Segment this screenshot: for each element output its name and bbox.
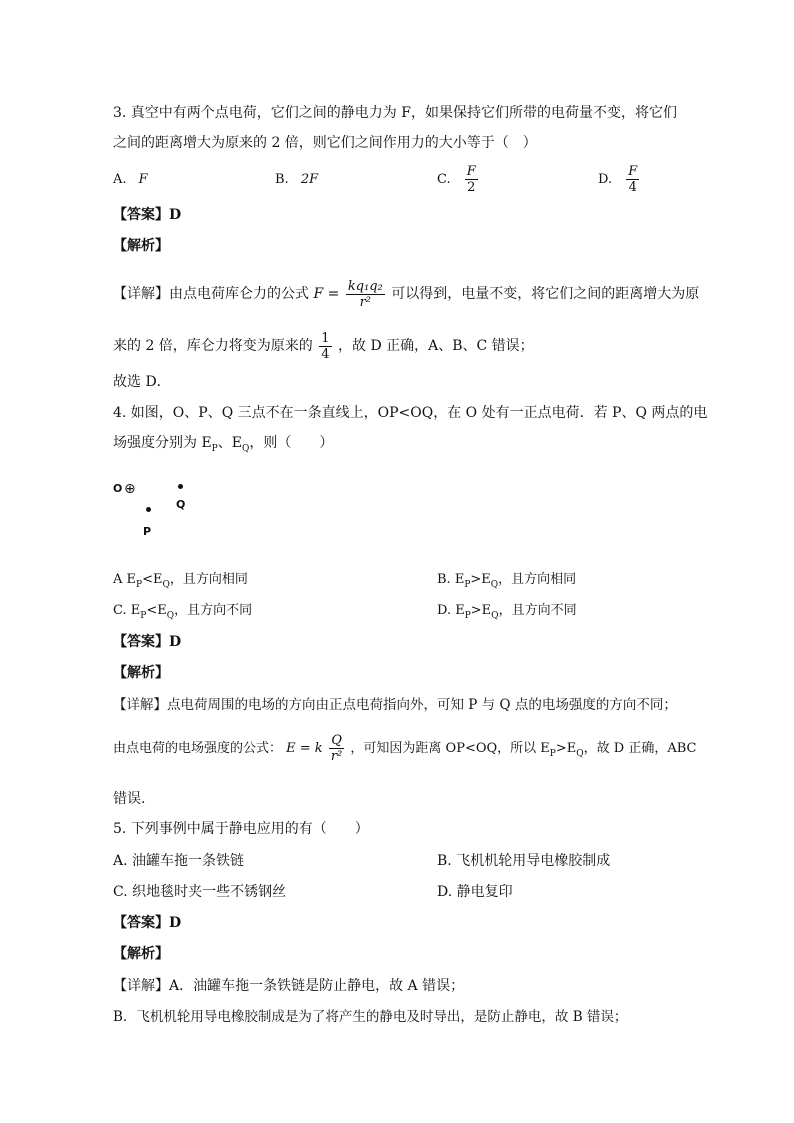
q4-stem-text-b: 、E [217, 435, 242, 451]
q4-option-d-sub2: Q [491, 611, 499, 621]
q5-option-d: D. 静电复印 [437, 884, 513, 900]
q4-answer: 【答案】D [113, 634, 182, 650]
q4-option-b-pre: B. E [437, 572, 465, 587]
q4-option-a-sub2: Q [162, 580, 170, 590]
q4-formula-num: Q [329, 733, 344, 749]
q3-option-d-num: F [628, 164, 638, 179]
q4-detail-line2 [113, 729, 696, 774]
q3-stem-line1: 3. 真空中有两个点电荷，它们之间的静电力为 F，如果保持它们所带的电荷量不变，将它们 [113, 105, 677, 121]
q3-detail2-prefix: 来的 2 倍，库仑力将变为原来的 [113, 338, 313, 354]
q4-detail2-suffix-b: >E [555, 741, 577, 756]
q4-analysis-label: 【解析】 [113, 665, 169, 681]
q4-option-a-sub1: P [136, 580, 143, 590]
q3-detail2-num: 1 [321, 330, 330, 346]
q3-option-c-den: 2 [467, 180, 476, 195]
q5-answer: 【答案】D [113, 915, 182, 931]
q4-option-b [437, 570, 576, 595]
q3-detail-prefix: 【详解】由点电荷库仑力的公式 [113, 286, 309, 302]
q3-detail2-den: 4 [321, 346, 330, 362]
point-q-dot [178, 484, 183, 489]
q4-option-c-pre: C. E [113, 603, 141, 618]
q3-answer: 【答案】D [113, 207, 182, 223]
q5-detail-line2: B．飞机机轮用导电橡胶制成是为了将产生的静电及时导出，是防止静电，故 B 错误； [113, 1009, 628, 1025]
q4-option-a-post: ，且方向相同 [169, 572, 248, 587]
q4-option-c-sub1: P [140, 611, 147, 621]
q4-detail2-suffix-c: ，故 D 正确，ABC [583, 741, 697, 756]
q3-option-b [275, 170, 318, 190]
q4-detail2-prefix: 由点电荷的电场强度的公式： [113, 741, 283, 756]
q4-detail-line1: 【详解】点电荷周围的电场的方向由正点电荷指向外，可知 P 与 Q 点的电场强度的方向不同； [113, 697, 677, 713]
q3-detail-line1 [113, 274, 699, 314]
q4-stem-sub-p: P [211, 444, 218, 454]
q3-formula-lhs: F = [313, 286, 340, 302]
q4-option-c-post: ，且方向不同 [174, 603, 253, 618]
q4-detail2-sub1: P [549, 749, 556, 759]
q4-option-d-mid: >E [470, 603, 492, 618]
q4-formula-lhs: E = k [286, 741, 323, 756]
q4-option-b-mid: >E [470, 572, 491, 587]
q3-formula-fraction [346, 279, 385, 310]
q4-stem-sub-q: Q [241, 444, 250, 454]
q3-detail-line2 [113, 326, 534, 366]
q4-option-a-mid: <E [142, 572, 163, 587]
q4-detail-line3: 错误. [113, 791, 146, 807]
q4-stem-text-a: 场强度分别为 E [113, 435, 212, 451]
q4-stem-text-c: ，则（ ） [249, 435, 334, 451]
q4-option-d-pre: D. E [437, 603, 465, 618]
q3-formula-num: kq₁q₂ [347, 278, 383, 294]
q3-option-a-text: F [138, 172, 148, 187]
q3-stem-line2: 之间的距离增大为原来的 2 倍，则它们之间作用力的大小等于（ ） [113, 135, 537, 151]
q3-option-d-fraction [626, 164, 639, 195]
q3-analysis-label: 【解析】 [113, 238, 169, 254]
q5-analysis-label: 【解析】 [113, 946, 169, 962]
q5-stem: 5. 下列事例中属于静电应用的有（ ） [113, 821, 369, 837]
q4-option-c [113, 601, 252, 626]
q4-formula-fraction [329, 733, 344, 764]
q4-option-a [113, 570, 248, 595]
q3-option-d-den: 4 [628, 180, 637, 195]
q3-option-c-letter: C. [437, 172, 451, 187]
q3-conclusion: 故选 D． [113, 374, 171, 390]
q3-option-c-num: F [466, 164, 476, 179]
q3-option-d-letter: D. [598, 172, 613, 187]
figure-label-o: O [113, 482, 123, 495]
q4-stem-line2 [113, 433, 333, 459]
q4-option-d [437, 601, 577, 626]
q4-option-b-post: ，且方向相同 [498, 572, 577, 587]
q3-detail2-fraction [319, 331, 331, 362]
q3-option-c-fraction [465, 164, 478, 195]
positive-charge-icon: ⊕ [124, 481, 136, 497]
q4-formula-den: r² [330, 749, 343, 764]
q4-option-b-sub2: Q [490, 580, 499, 590]
q3-option-b-letter: B. [275, 172, 289, 187]
q3-option-d [598, 160, 641, 200]
figure-label-q: Q [176, 498, 186, 511]
q3-option-a [113, 170, 148, 190]
q4-option-b-sub1: P [464, 580, 471, 590]
q4-option-d-post: ，且方向不同 [498, 603, 577, 618]
q3-option-c [437, 160, 480, 200]
point-p-dot [146, 507, 151, 512]
q5-option-c: C. 织地毯时夹一些不锈钢丝 [113, 884, 287, 900]
q3-formula-den: r² [359, 294, 371, 310]
q4-option-a-pre: A E [113, 572, 137, 587]
q3-detail2-suffix: ，故 D 正确，A、B、C 错误； [338, 338, 534, 354]
q3-option-a-letter: A. [113, 172, 127, 187]
q3-option-b-text: 2F [300, 172, 319, 187]
q4-stem-line1: 4. 如图，O、P、Q 三点不在一条直线上，OP<OQ，在 O 处有一正点电荷．若 P、Q 两点的电 [113, 405, 708, 421]
q4-detail2-suffix-a: ，可知因为距离 OP<OQ，所以 E [350, 741, 550, 756]
q5-detail-line1: 【详解】A．油罐车拖一条铁链是防止静电，故 A 错误； [113, 978, 465, 994]
q4-option-d-sub1: P [464, 611, 471, 621]
figure-label-p: P [143, 525, 152, 538]
q5-option-a: A. 油罐车拖一条铁链 [113, 853, 245, 869]
q4-option-c-sub2: Q [166, 611, 175, 621]
q4-detail2-sub2: Q [576, 749, 584, 759]
q4-option-c-mid: <E [146, 603, 167, 618]
q5-option-b: B. 飞机机轮用导电橡胶制成 [437, 853, 611, 869]
q3-detail-suffix: 可以得到，电量不变，将它们之间的距离增大为原 [391, 286, 700, 302]
